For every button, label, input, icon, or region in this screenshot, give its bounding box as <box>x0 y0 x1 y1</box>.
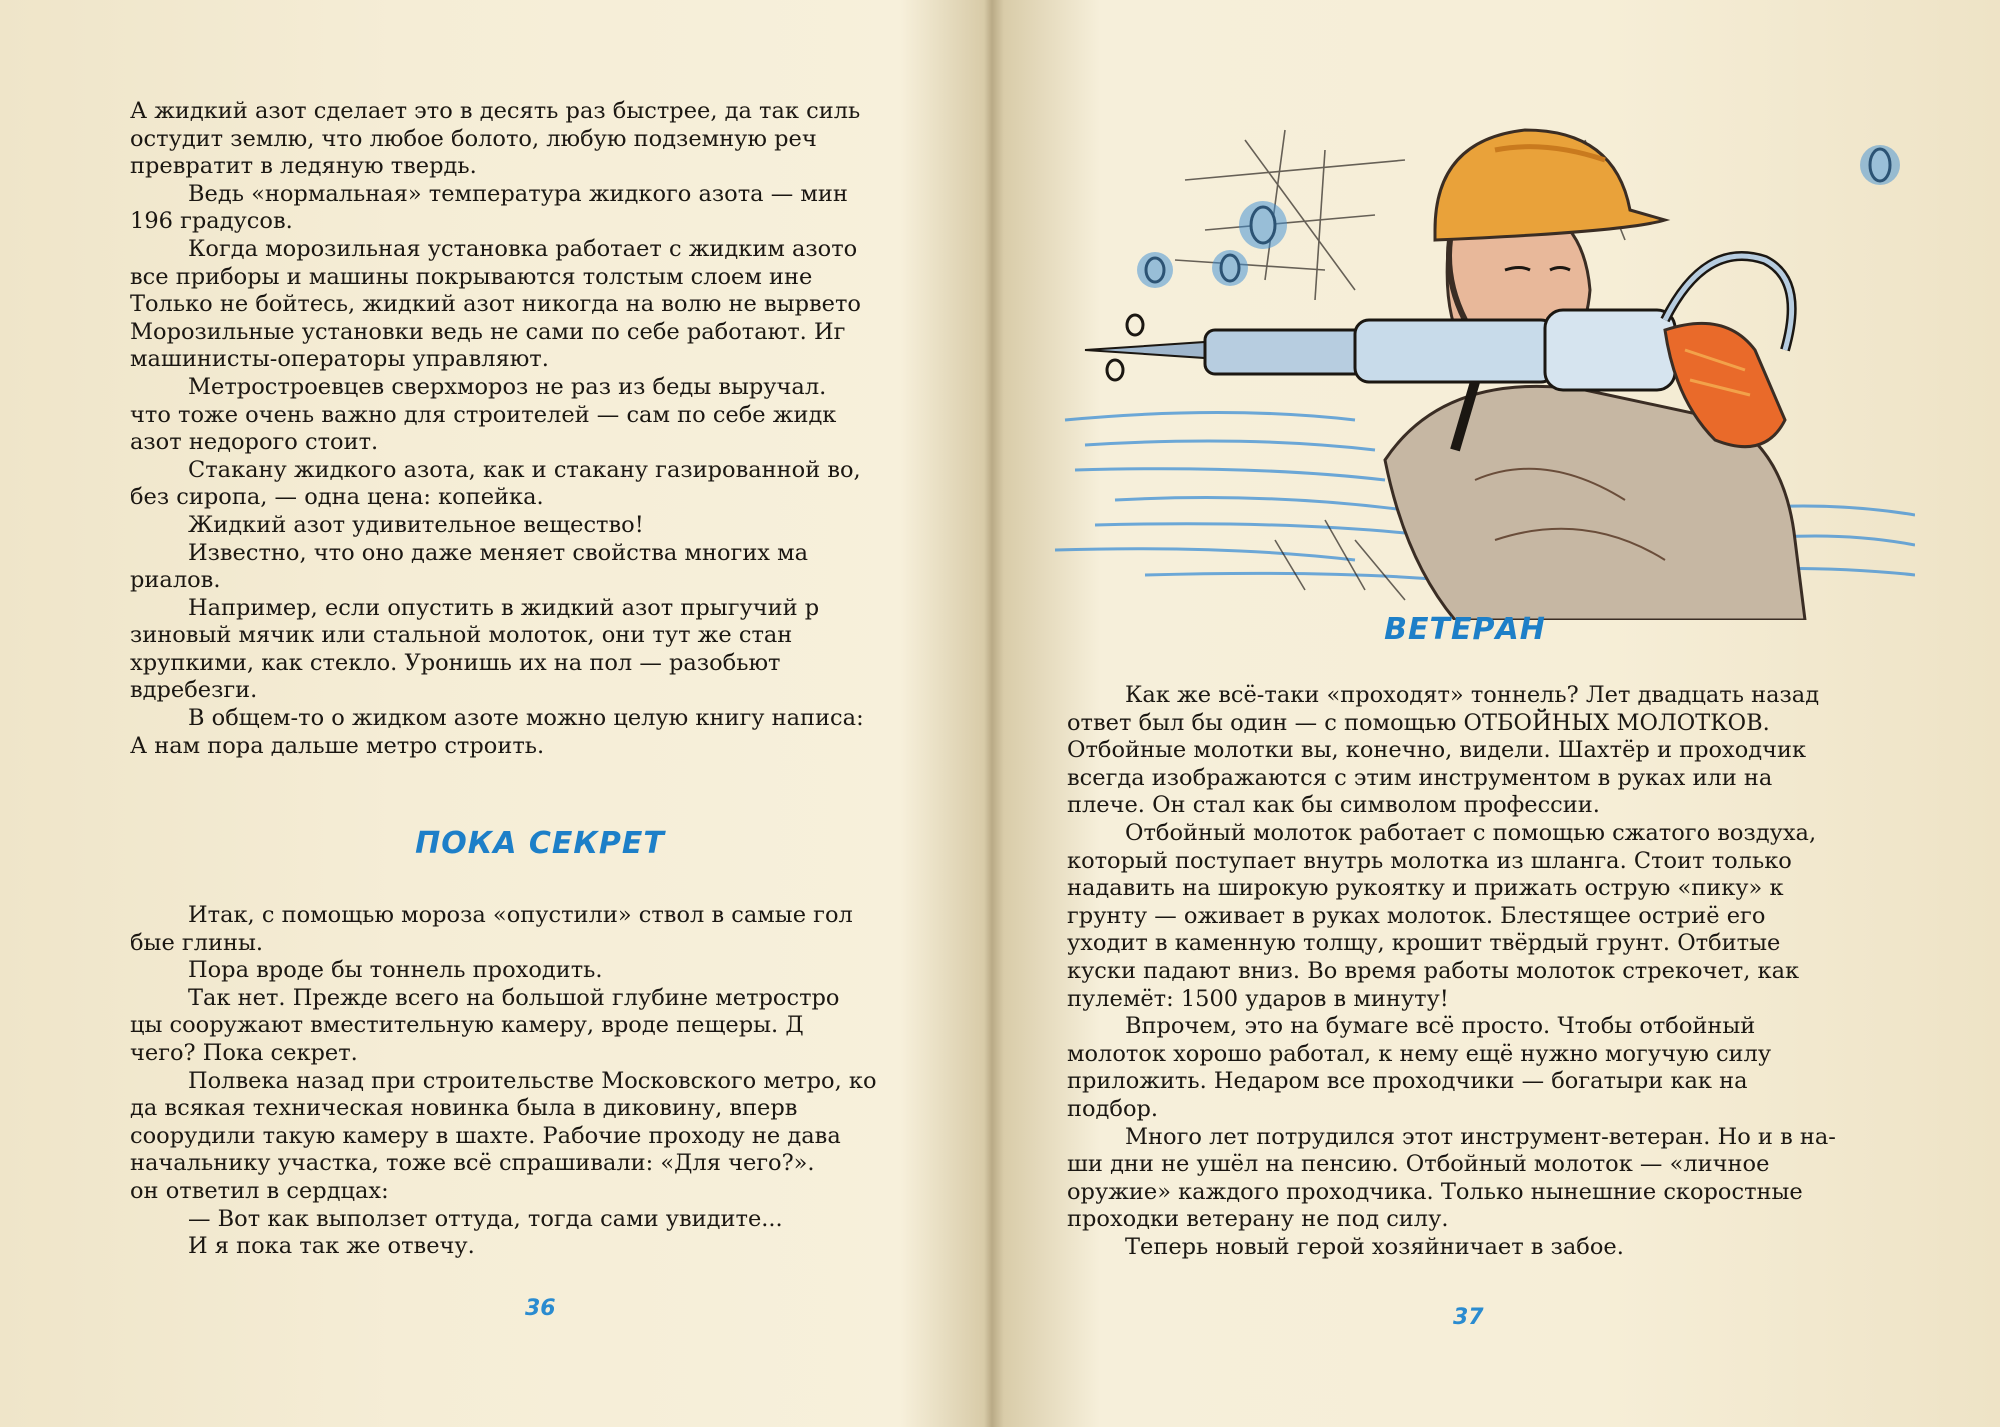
text-line: азот недорого стоит. <box>130 429 379 456</box>
text-line: что тоже очень важно для строителей — сам по себе жидк <box>130 401 837 428</box>
text-line: плече. Он стал как бы символом профессии. <box>1067 792 1600 819</box>
text-line: превратит в ледяную твердь. <box>130 153 477 180</box>
left-page <box>0 0 985 1427</box>
text-line: чего? Пока секрет. <box>130 1039 358 1066</box>
text-line: который поступает внутрь молотка из шланга. Стоит только <box>1067 847 1792 874</box>
text-line: Ведь «нормальная» температура жидкого азота — мин <box>188 180 848 207</box>
text-line: риалов. <box>130 567 221 594</box>
text-line: без сиропа, — одна цена: копейка. <box>130 484 544 511</box>
text-line: Известно, что оно даже меняет свойства многих ма <box>188 539 809 566</box>
text-line: А жидкий азот сделает это в десять раз быстрее, да так силь <box>130 98 861 124</box>
text-line: хрупкими, как стекло. Уронишь их на пол — разобьют <box>130 649 781 676</box>
left-text-top <box>130 98 910 760</box>
text-line: грунту — оживает в руках молоток. Блестящее остриё его <box>1067 902 1766 929</box>
text-line: подбор. <box>1067 1095 1159 1122</box>
text-line: Например, если опустить в жидкий азот прыгучий р <box>188 594 820 621</box>
text-line: куски падают вниз. Во время работы молоток стрекочет, как <box>1067 957 1800 984</box>
page-number-right: 37 <box>1453 1305 1484 1330</box>
right-page <box>985 0 2000 1427</box>
text-line: Морозильные установки ведь не сами по себе работают. Иг <box>130 318 846 345</box>
text-line: надавить на широкую рукоятку и прижать острую «пику» к <box>1067 875 1784 902</box>
text-line: Отбойные молотки вы, конечно, видели. Шахтёр и проходчик <box>1067 737 1807 764</box>
text-line: все приборы и машины покрываются толстым слоем ине <box>130 263 813 290</box>
text-line: Впрочем, это на бумаге всё просто. Чтобы отбойный <box>1125 1013 1756 1040</box>
text-line: машинисты-операторы управляют. <box>130 346 549 373</box>
section-title-veteran: ВЕТЕРАН <box>1384 612 1546 647</box>
text-line: соорудили такую камеру в шахте. Рабочие проходу не дава <box>130 1122 841 1149</box>
text-line: 196 градусов. <box>130 208 293 235</box>
text-line: ши дни не ушёл на пенсию. Отбойный молоток — «личное <box>1067 1151 1770 1178</box>
text-line: Отбойный молоток работает с помощью сжатого воздуха, <box>1125 819 1817 846</box>
text-line: остудит землю, что любое болото, любую подземную реч <box>130 125 817 152</box>
text-line: Как же всё-таки «проходят» тоннель? Лет двадцать назад <box>1125 682 1820 708</box>
text-line: да всякая техническая новинка была в диковину, вперв <box>130 1095 798 1122</box>
text-line: И я пока так же отвечу. <box>188 1233 475 1260</box>
text-line: всегда изображаются с этим инструментом в руках или на <box>1067 764 1773 791</box>
text-line: бые глины. <box>130 929 264 956</box>
text-line: он ответил в сердцах: <box>130 1177 389 1204</box>
miner-jackhammer-illustration <box>1025 120 1915 620</box>
text-line: А нам пора дальше метро строить. <box>130 732 545 759</box>
text-line: Теперь новый герой хозяйничает в забое. <box>1125 1233 1624 1260</box>
text-line: В общем-то о жидком азоте можно целую книгу написа: <box>188 705 864 732</box>
text-line: Много лет потрудился этот инструмент-ветеран. Но и в на- <box>1125 1123 1836 1150</box>
text-line: Полвека назад при строительстве Московского метро, ко <box>188 1067 877 1094</box>
text-line: молоток хорошо работал, к нему ещё нужно могучую силу <box>1067 1040 1772 1067</box>
text-line: Метростроевцев сверхмороз не раз из беды выручал. <box>188 373 827 400</box>
text-line: начальнику участка, тоже всё спрашивали: «Для чего?». <box>130 1150 815 1177</box>
text-line: цы сооружают вместительную камеру, вроде пещеры. Д <box>130 1012 804 1039</box>
left-text-bottom <box>130 902 910 1261</box>
page-number-left: 36 <box>525 1296 556 1321</box>
text-line: зиновый мячик или стальной молоток, они тут же стан <box>130 622 793 649</box>
text-line: оружие» каждого проходчика. Только нынешние скоростные <box>1067 1178 1803 1205</box>
section-title-poka-sekret: ПОКА СЕКРЕТ <box>415 826 665 861</box>
text-line: вдребезги. <box>130 677 258 704</box>
text-line: проходки ветерану не под силу. <box>1067 1206 1449 1233</box>
text-line: уходит в каменную толщу, крошит твёрдый грунт. Отбитые <box>1067 930 1781 957</box>
right-text <box>1067 682 1865 1261</box>
text-line: Жидкий азот удивительное вещество! <box>188 511 644 538</box>
text-line: пулемёт: 1500 ударов в минуту! <box>1067 985 1449 1012</box>
text-line: — Вот как выползет оттуда, тогда сами увидите... <box>188 1205 783 1232</box>
text-line: Итак, с помощью мороза «опустили» ствол в самые гол <box>188 902 853 928</box>
text-line: Пора вроде бы тоннель проходить. <box>188 957 603 984</box>
text-line: ответ был бы один — с помощью ОТБОЙНЫХ МОЛОТКОВ. <box>1067 709 1770 736</box>
text-line: Так нет. Прежде всего на большой глубине метростро <box>188 984 840 1011</box>
text-line: Стакану жидкого азота, как и стакану газированной во, <box>188 456 861 483</box>
text-line: Только не бойтесь, жидкий азот никогда на волю не вырвето <box>130 291 861 318</box>
text-line: приложить. Недаром все проходчики — богатыри как на <box>1067 1068 1748 1095</box>
text-line: Когда морозильная установка работает с жидким азото <box>188 235 858 262</box>
